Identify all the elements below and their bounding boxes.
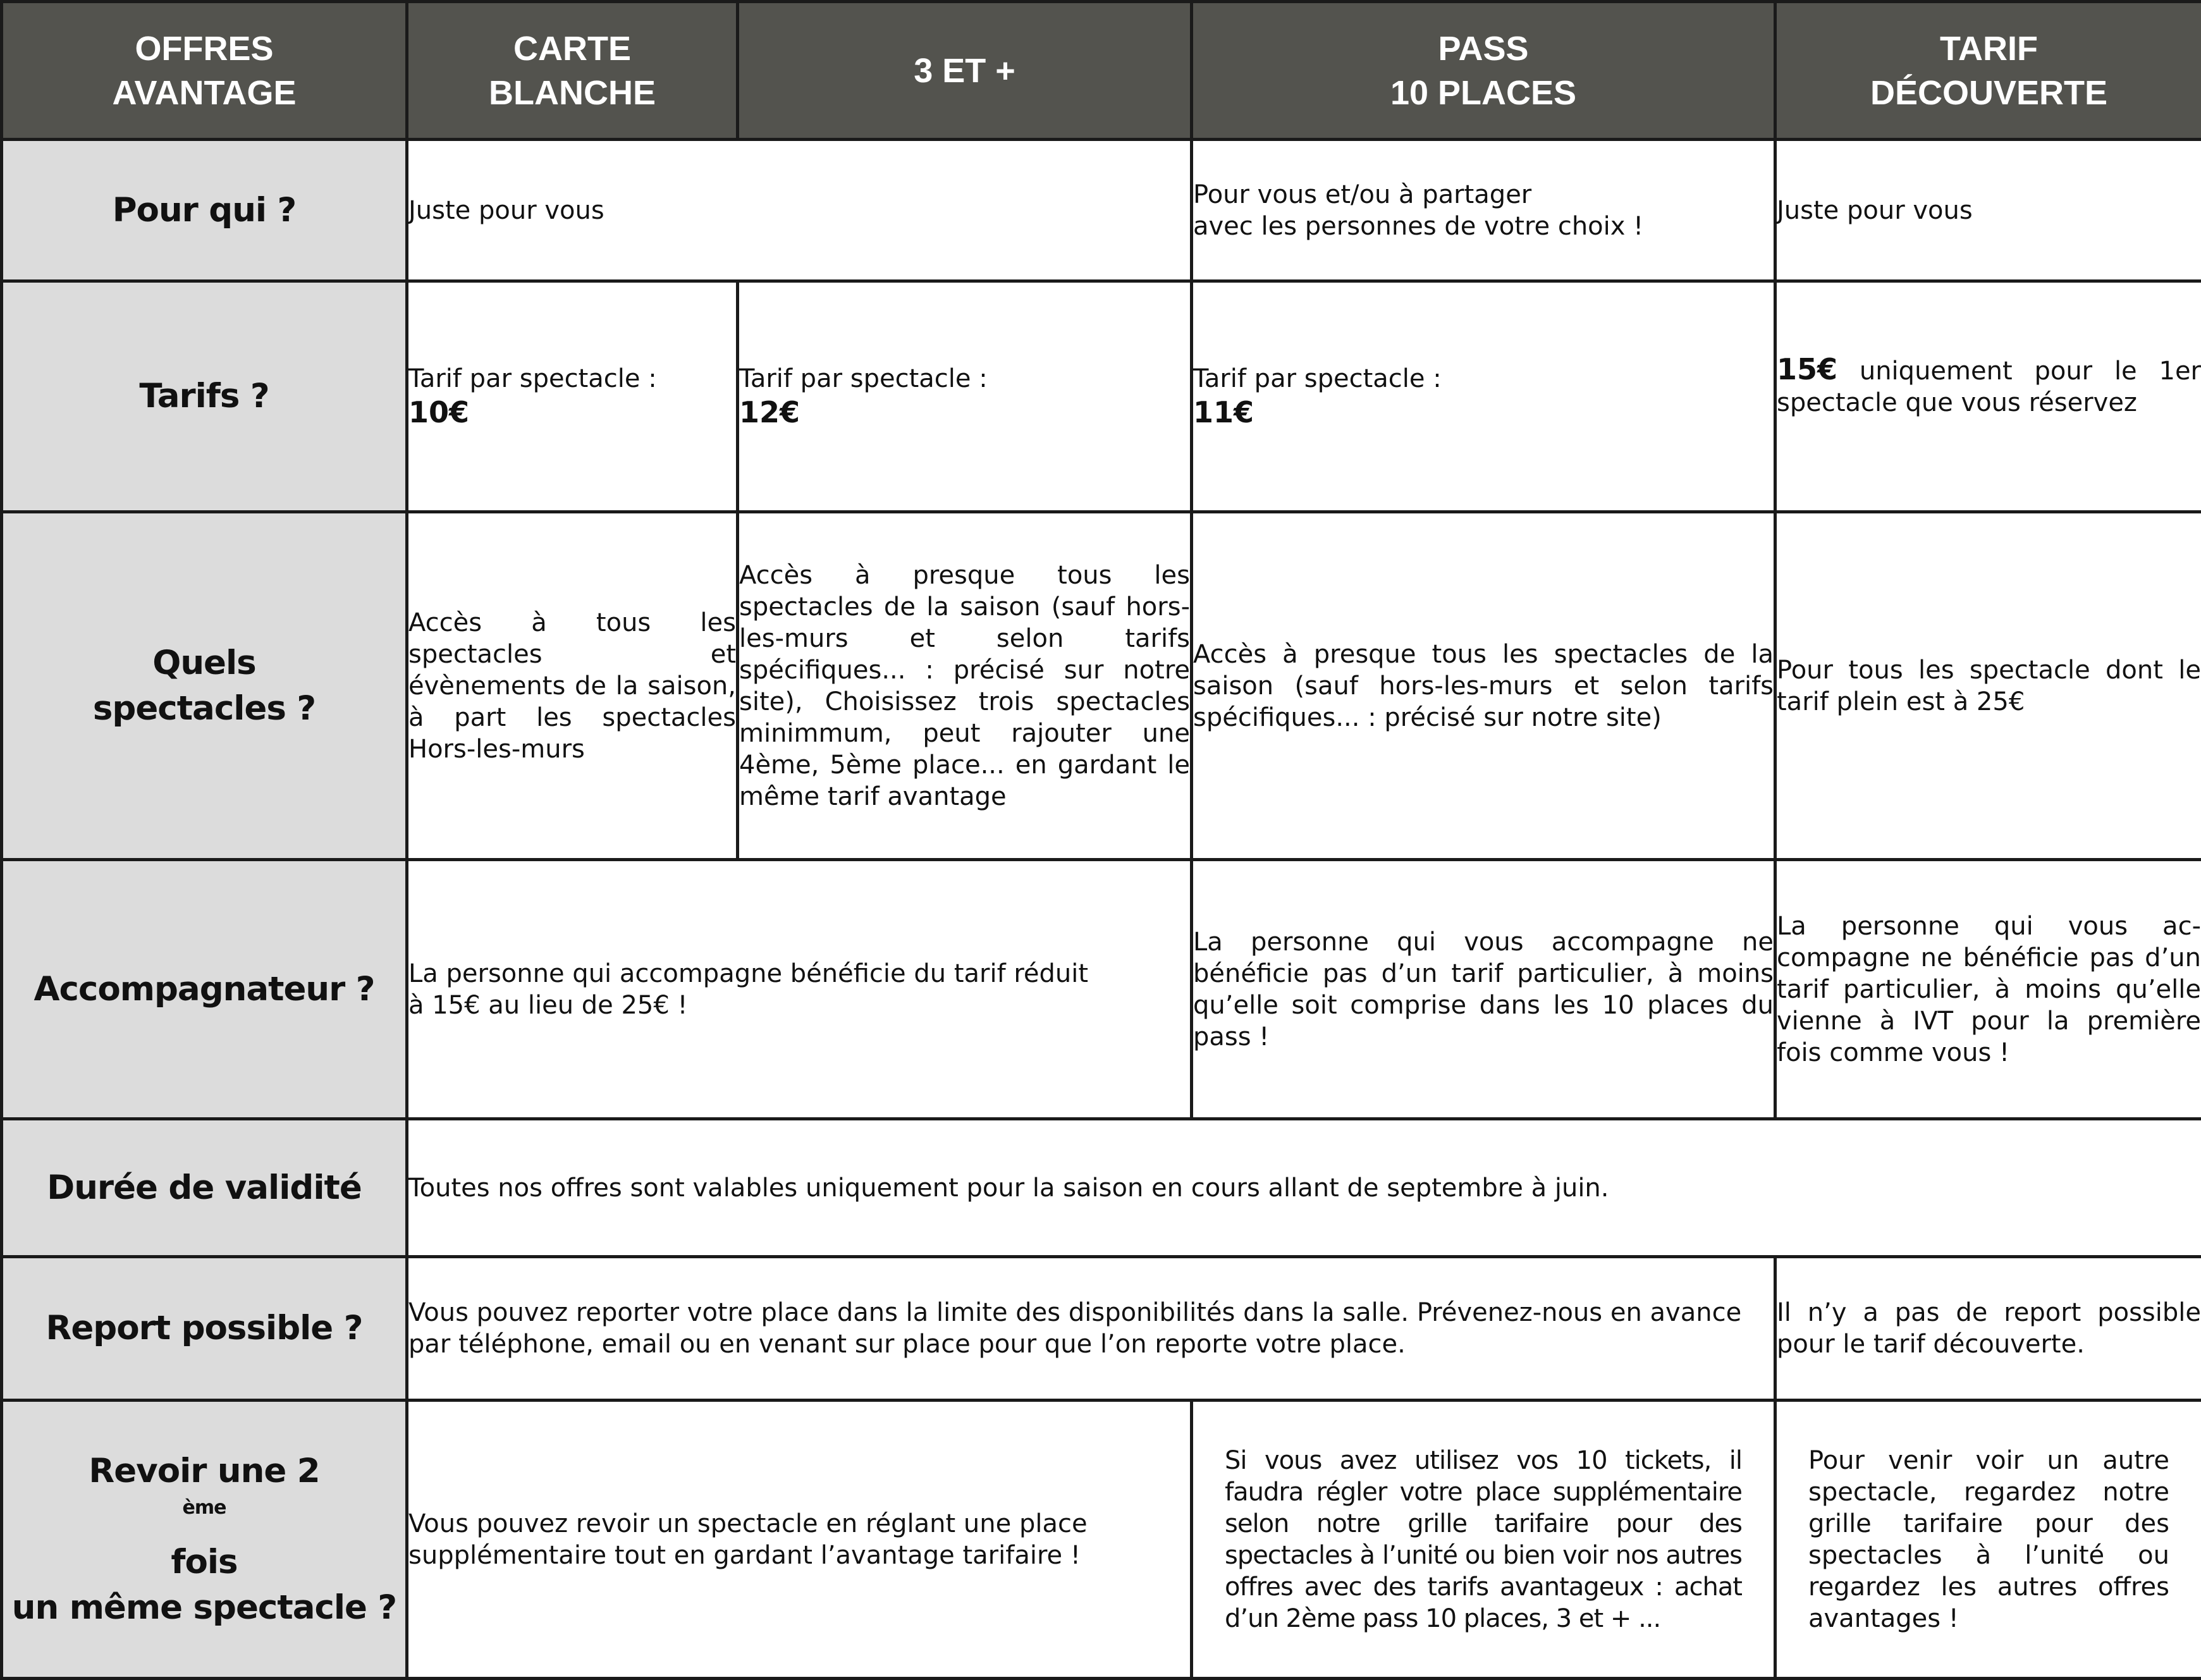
cell-report-carte-3et-pass: Vous pouvez reporter votre place dans la limite des disponibilités dans la salle. Prévenez-nous en avance par téléphone, email ou en venant sur place pour que l’on reporte votre place. xyxy=(407,1257,1775,1401)
row-duree-validite xyxy=(2,1119,2201,1257)
price-3et: 12€ xyxy=(739,395,1190,430)
price-pass: 11€ xyxy=(1193,395,1774,430)
cell-tarifs-pass: Tarif par spectacle : 11€ xyxy=(1192,281,1775,512)
row-report-possible xyxy=(2,1257,2201,1401)
cell-accompagnateur-carte-3et: La personne qui accompagne bénéficie du tarif réduit à 15€ au lieu de 25€ ! xyxy=(407,860,1192,1119)
row-pour-qui xyxy=(2,140,2201,281)
cell-revoir-decouverte: Pour venir voir un autre spectacle, regardez notre grille tarifaire pour des spectacles à l’unité ou regardez les autres offres avantages ! xyxy=(1775,1401,2201,1679)
cell-revoir-carte-3et: Vous pouvez revoir un spectacle en réglant une place supplémentaire tout en gardant l’avantage tarifaire ! xyxy=(407,1401,1192,1679)
row-tarifs xyxy=(2,281,2201,512)
cell-pour-qui-decouverte: Juste pour vous xyxy=(1775,140,2201,281)
row-label-accompagnateur: Accompagnateur ? xyxy=(2,860,407,1119)
header-row xyxy=(2,2,2201,140)
cell-duree-all: Toutes nos offres sont valables uniquement pour la saison en cours allant de septembre à juin. xyxy=(407,1119,2201,1257)
header-pass-10-places: PASS 10 PLACES xyxy=(1192,2,1775,140)
cell-pour-qui-pass: Pour vous et/ou à partager avec les personnes de votre choix ! xyxy=(1192,140,1775,281)
row-label-tarifs: Tarifs ? xyxy=(2,281,407,512)
row-quels-spectacles xyxy=(2,512,2201,860)
row-label-duree-validite: Durée de validité xyxy=(2,1119,407,1257)
cell-accompagnateur-decouverte: La personne qui vous ac-compagne ne bénéficie pas d’un tarif particulier, à moins qu’elle vienne à IVT pour la première fois comme vous ! xyxy=(1775,860,2201,1119)
cell-quels-decouverte: Pour tous les spectacle dont le tarif plein est à 25€ xyxy=(1775,512,2201,860)
row-label-report-possible: Report possible ? xyxy=(2,1257,407,1401)
price-decouverte: 15€ xyxy=(1777,352,1837,386)
row-accompagnateur xyxy=(2,860,2201,1119)
cell-quels-3et: Accès à presque tous les spectacles de la saison (sauf hors-les-murs et selon tarifs spécifiques... : précisé sur notre site), Choisissez trois spectacles minimmum, peut rajouter une 4ème, 5ème place... en gardant le même tarif avantage xyxy=(738,512,1192,860)
row-label-pour-qui: Pour qui ? xyxy=(2,140,407,281)
cell-revoir-pass: Si vous avez utilisez vos 10 tickets, il faudra régler votre place supplémentaire selon notre grille tarifaire pour des spectacles à l’unité ou bien voir nos autres offres avec des tarifs avantageux : achat d’un 2ème pass 10 places, 3 et + ... xyxy=(1192,1401,1775,1679)
row-label-revoir: Revoir une 2 $^{ème}$ fois un même spectacle ? xyxy=(2,1401,407,1679)
cell-report-decouverte: Il n’y a pas de report possible pour le tarif découverte. xyxy=(1775,1257,2201,1401)
cell-quels-carte: Accès à tous les spectacles et évènements de la saison, à part les spectacles Hors-les-murs xyxy=(407,512,738,860)
price-carte: 10€ xyxy=(408,395,736,430)
header-tarif-decouverte: TARIF DÉCOUVERTE xyxy=(1775,2,2201,140)
cell-accompagnateur-pass: La personne qui vous accompagne ne bénéficie pas d’un tarif particulier, à moins qu’elle soit comprise dans les 10 places du pass ! xyxy=(1192,860,1775,1119)
header-3-et-plus: 3 ET + xyxy=(738,2,1192,140)
cell-tarifs-decouverte: 15€ uniquement pour le 1er spectacle que vous réservez xyxy=(1775,281,2201,512)
header-carte-blanche: CARTE BLANCHE xyxy=(407,2,738,140)
cell-tarifs-carte: Tarif par spectacle : 10€ xyxy=(407,281,738,512)
cell-tarifs-3et: Tarif par spectacle : 12€ xyxy=(738,281,1192,512)
header-offres-avantage: OFFRES AVANTAGE xyxy=(2,2,407,140)
cell-pour-qui-carte-3et: Juste pour vous xyxy=(407,140,1192,281)
cell-quels-pass: Accès à presque tous les spectacles de la saison (sauf hors-les-murs et selon tarifs spécifiques... : précisé sur notre site) xyxy=(1192,512,1775,860)
row-label-quels-spectacles: Quels spectacles ? xyxy=(2,512,407,860)
row-revoir xyxy=(2,1401,2201,1679)
